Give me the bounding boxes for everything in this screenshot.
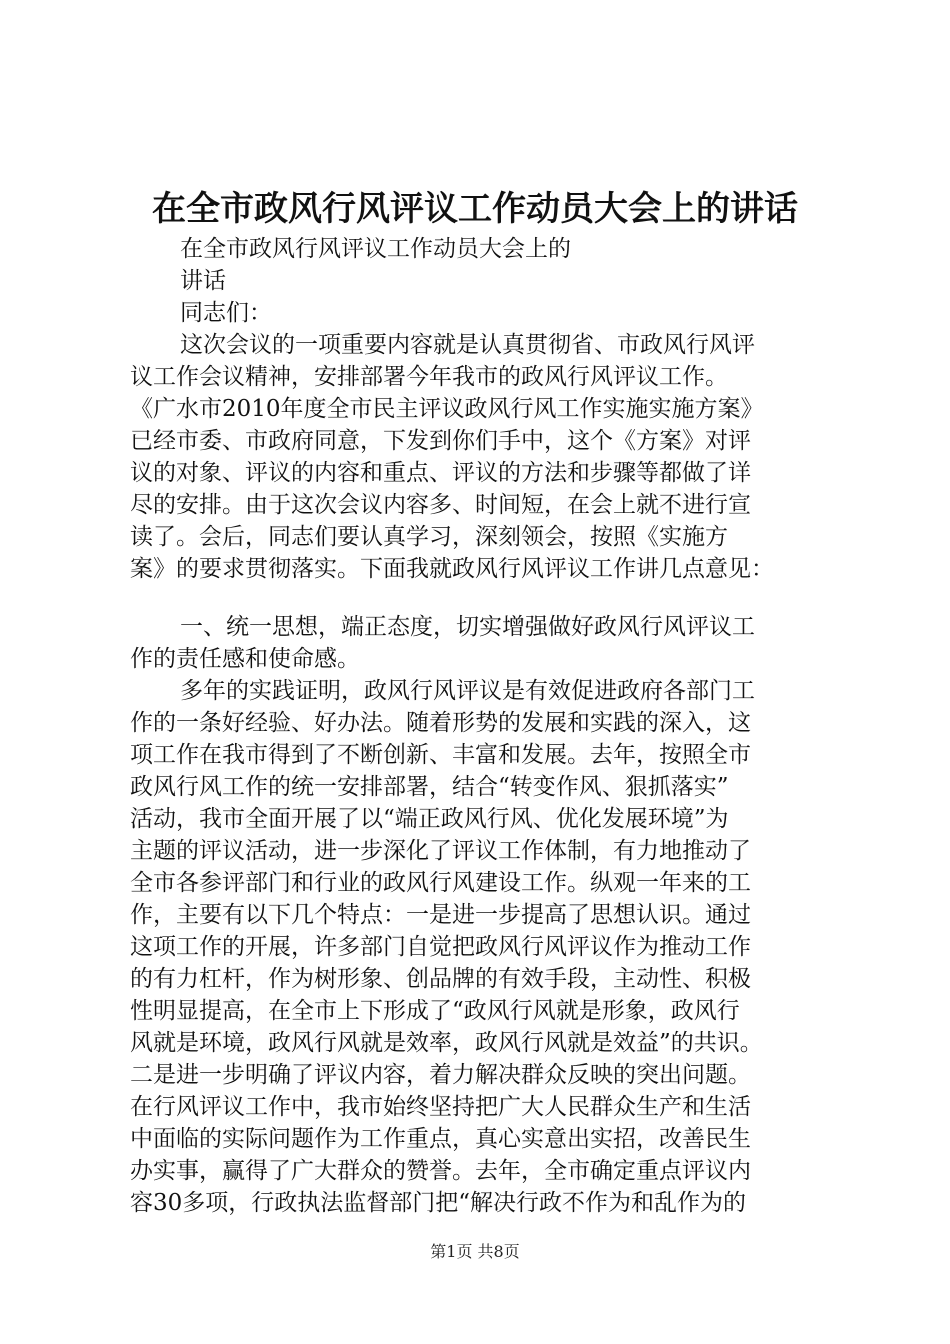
body-line: 议的对象、评议的内容和重点、评议的方法和步骤等都做了详 — [130, 460, 751, 486]
body-line: 这项工作的开展，许多部门自觉把政风行风评议作为推动工作 — [130, 934, 751, 960]
body-line: 项工作在我市得到了不断创新、丰富和发展。去年，按照全市 — [130, 742, 751, 768]
page-footer: 第1页 共8页 — [430, 1242, 520, 1261]
body-line: 中面临的实际问题作为工作重点，真心实意出实招，改善民生 — [130, 1126, 751, 1152]
document-body — [130, 233, 830, 1219]
body-line: 在全市政风行风评议工作动员大会上的 — [180, 236, 571, 262]
body-line: 政风行风工作的统一安排部署，结合“转变作风、狠抓落实” — [130, 774, 729, 800]
body-line: 性明显提高，在全市上下形成了“政风行风就是形象，政风行 — [130, 998, 740, 1024]
body-line: 办实事，赢得了广大群众的赞誉。去年，全市确定重点评议内 — [130, 1158, 751, 1184]
body-line: 容30多项，行政执法监督部门把“解决行政不作为和乱作为的 — [130, 1190, 747, 1216]
body-line: 读了。会后，同志们要认真学习，深刻领会，按照《实施方 — [130, 524, 728, 550]
body-line: 活动，我市全面开展了以“端正政风行风、优化发展环境”为 — [130, 806, 729, 832]
body-line: 的有力杠杆，作为树形象、创品牌的有效手段，主动性、积极 — [130, 966, 751, 992]
body-line: 同志们： — [180, 300, 272, 326]
body-line: 多年的实践证明，政风行风评议是有效促进政府各部门工 — [180, 678, 755, 704]
body-line: 一、统一思想，端正态度，切实增强做好政风行风评议工 — [180, 614, 755, 640]
body-line: 讲话 — [180, 268, 226, 294]
body-line: 二是进一步明确了评议内容，着力解决群众反映的突出问题。 — [130, 1062, 751, 1088]
body-line: 风就是环境，政风行风就是效率，政风行风就是效益”的共识。 — [130, 1030, 763, 1056]
body-line: 作，主要有以下几个特点：一是进一步提高了思想认识。通过 — [130, 902, 751, 928]
blank-line — [130, 585, 830, 611]
body-line: 议工作会议精神，安排部署今年我市的政风行风评议工作。 — [130, 364, 728, 390]
body-line: 尽的安排。由于这次会议内容多、时间短，在会上就不进行宣 — [130, 492, 751, 518]
body-line: 已经市委、市政府同意，下发到你们手中，这个《方案》对评 — [130, 428, 751, 454]
body-line: 这次会议的一项重要内容就是认真贯彻省、市政风行风评 — [180, 332, 755, 358]
body-line: 《广水市2010年度全市民主评议政风行风工作实施实施方案》 — [130, 396, 764, 422]
body-line: 作的一条好经验、好办法。随着形势的发展和实践的深入，这 — [130, 710, 751, 736]
body-line: 全市各参评部门和行业的政风行风建设工作。纵观一年来的工 — [130, 870, 751, 896]
body-line: 主题的评议活动，进一步深化了评议工作体制，有力地推动了 — [130, 838, 751, 864]
body-line: 在行风评议工作中，我市始终坚持把广大人民群众生产和生活 — [130, 1094, 751, 1120]
document-title: 在全市政风行风评议工作动员大会上的讲话 — [152, 189, 798, 229]
body-line: 案》的要求贯彻落实。下面我就政风行风评议工作讲几点意见： — [130, 556, 774, 582]
body-line: 作的责任感和使命感。 — [130, 646, 360, 672]
